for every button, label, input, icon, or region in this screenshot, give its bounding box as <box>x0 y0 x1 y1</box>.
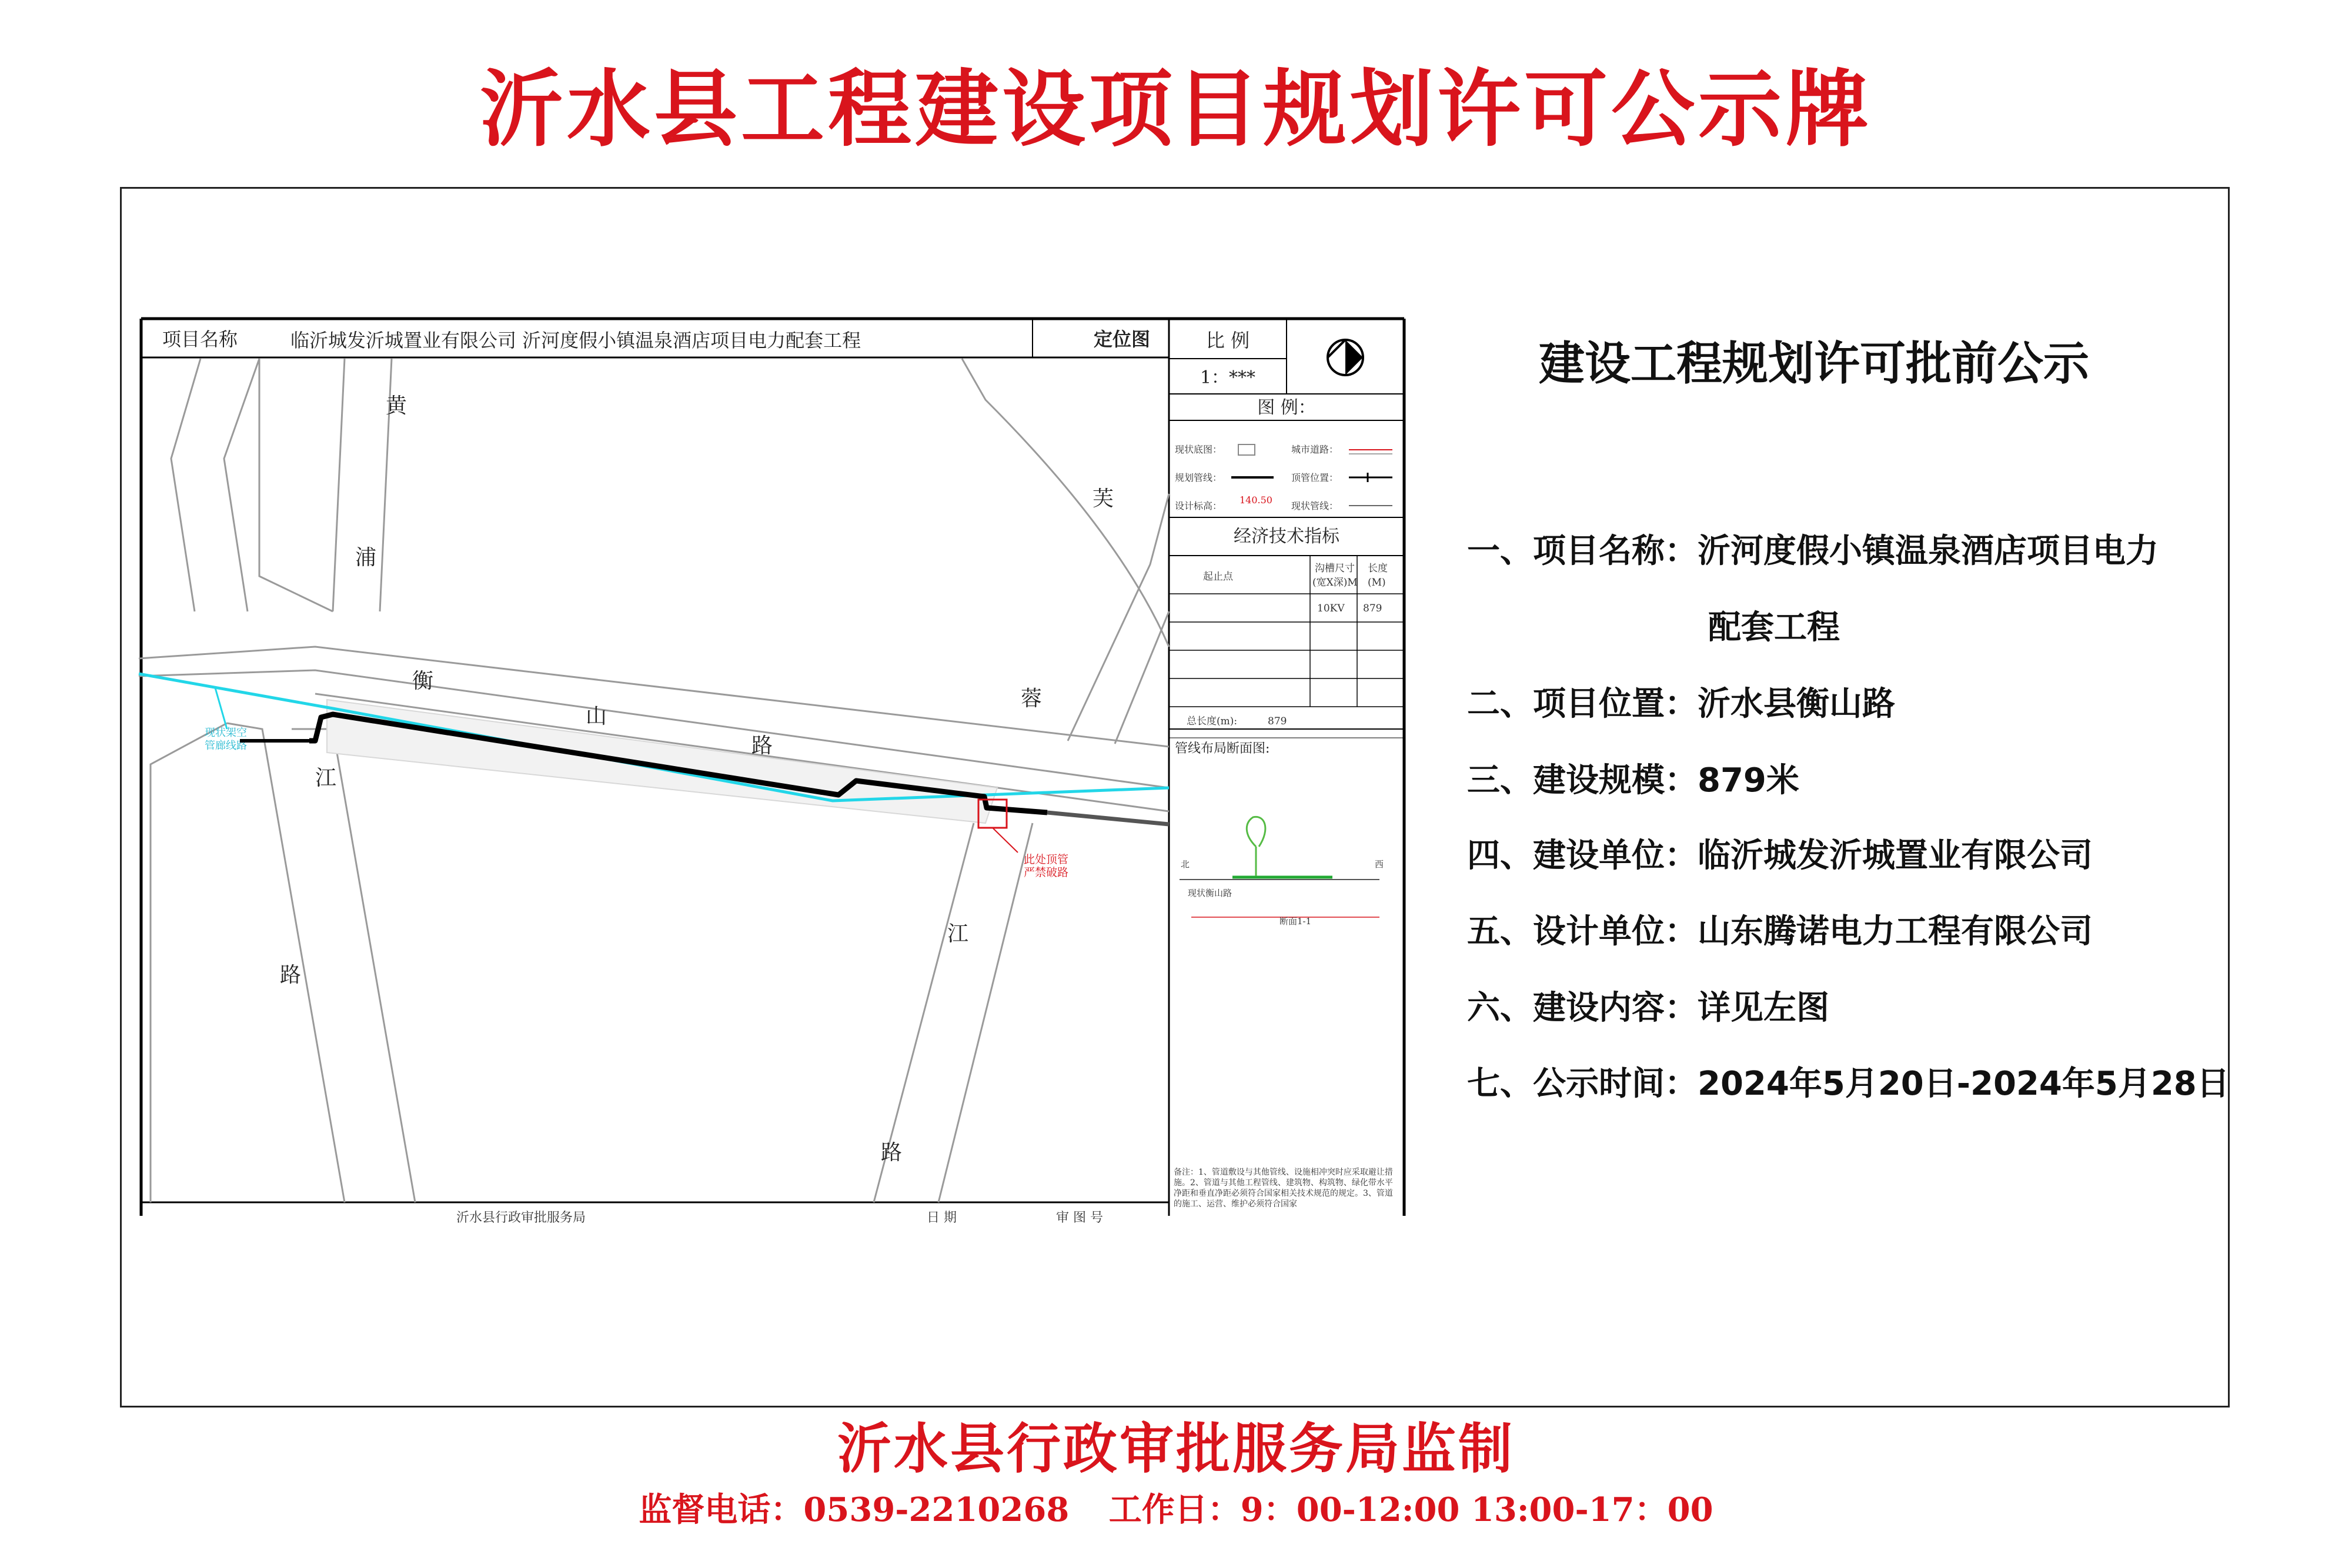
info-row-builder <box>1467 837 2093 875</box>
info-value: 配套工程 <box>1708 609 1840 647</box>
scale-value: 1：*** <box>1200 367 1256 388</box>
tech-header-length-unit: (M) <box>1368 577 1386 589</box>
info-row-project-name-cont <box>1708 609 1840 647</box>
legend-city-road: 城市道路： <box>1291 444 1339 455</box>
tech-row-length: 879 <box>1363 603 1382 614</box>
bottom-strip-right: 审 图 号 <box>1056 1211 1103 1225</box>
info-value: 山东腾诺电力工程有限公司 <box>1698 912 2093 951</box>
hours-value: 9：00-12:00 13:00-17：00 <box>1240 1490 1713 1529</box>
road-char-lu-left: 路 <box>280 963 302 987</box>
footer-hours <box>1109 1490 1713 1529</box>
info-label: 二、项目位置： <box>1467 685 1698 723</box>
total-length-label: 总长度(m): <box>1187 716 1238 727</box>
bottom-strip-left: 沂水县行政审批服务局 <box>456 1211 586 1225</box>
scale-label: 比 例 <box>1205 329 1250 352</box>
legend-base-map: 现状底图： <box>1175 444 1222 455</box>
section-title: 管线布局断面图: <box>1175 741 1270 756</box>
road-char-jiang-right: 江 <box>947 922 969 946</box>
project-name-value: 临沂城发沂城置业有限公司 沂河度假小镇温泉酒店项目电力配套工程 <box>290 329 861 352</box>
hours-label: 工作日： <box>1108 1490 1241 1529</box>
tech-header-length: 长度 <box>1368 563 1388 574</box>
jacking-label-1: 此处顶管 <box>1024 853 1069 866</box>
tech-header-trench: 沟槽尺寸 <box>1315 563 1355 574</box>
info-value: 879米 <box>1698 761 1799 800</box>
tech-header-trench-unit: (宽X深)M <box>1312 577 1358 589</box>
info-label: 三、建设规模： <box>1467 761 1698 800</box>
footer-phone <box>639 1490 1069 1529</box>
info-value: 临沂城发沂城置业有限公司 <box>1698 837 2093 875</box>
total-length-value: 879 <box>1268 716 1287 727</box>
legend-existing-pipe: 现状管线： <box>1291 500 1339 511</box>
footer-organization: 沂水县行政审批服务局监制 <box>837 1417 1515 1480</box>
section-road: 现状衡山路 <box>1188 888 1232 898</box>
legend-pipe-position: 顶管位置： <box>1291 472 1339 483</box>
info-row-location <box>1467 685 1895 723</box>
section-south: 西 <box>1375 859 1384 870</box>
info-value: 2024年5月20日-2024年5月28日 <box>1698 1065 2230 1103</box>
road-char-furong-2: 蓉 <box>1021 687 1043 711</box>
road-char-furong-1: 芙 <box>1093 487 1114 511</box>
site-plan-drawing <box>139 317 1406 1225</box>
existing-line-label-2: 管廊线路 <box>205 740 247 752</box>
section-caption: 断面1-1 <box>1279 916 1312 927</box>
info-row-scale <box>1467 761 1799 800</box>
section-north: 北 <box>1181 859 1190 870</box>
road-char-huangpu-1: 黄 <box>386 394 407 418</box>
road-char-jiang-left: 江 <box>315 766 337 790</box>
legend-design-elev: 设计标高： <box>1175 500 1222 511</box>
page-title: 沂水县工程建设项目规划许可公示牌 <box>480 61 1872 158</box>
info-row-project-name <box>1467 532 2159 570</box>
info-label: 七、公示时间： <box>1467 1065 1698 1103</box>
info-value: 沂河度假小镇温泉酒店项目电力 <box>1698 532 2159 570</box>
legend-title: 图 例： <box>1257 397 1316 418</box>
info-row-publicity-time <box>1467 1065 2230 1103</box>
road-char-hengshan-2: 山 <box>586 704 607 728</box>
location-map-label: 定位图 <box>1093 328 1151 350</box>
legend-elev-value: 140.50 <box>1240 494 1272 506</box>
phone-label: 监督电话： <box>639 1490 804 1529</box>
phone-number: 0539-2210268 <box>803 1490 1070 1529</box>
info-label: 五、设计单位： <box>1467 912 1698 951</box>
road-char-hengshan-1: 衡 <box>412 669 434 693</box>
tech-row-spec: 10KV <box>1317 603 1345 614</box>
existing-line-label-1: 现状架空 <box>205 727 247 739</box>
info-value: 沂水县衡山路 <box>1698 685 1895 723</box>
info-value: 详见左图 <box>1698 989 1829 1027</box>
road-char-huangpu-2: 浦 <box>355 546 377 570</box>
road-char-lu-right: 路 <box>881 1141 903 1165</box>
tech-title: 经济技术指标 <box>1234 526 1339 547</box>
notice-title: 建设工程规划许可批前公示 <box>1538 337 2089 390</box>
info-row-content <box>1467 989 1829 1027</box>
project-name-label: 项目名称 <box>162 328 238 350</box>
info-label: 四、建设单位： <box>1467 837 1698 875</box>
remarks-text: 备注：1、管道敷设与其他管线、设施相冲突时应采取避让措施。2、管道与其他工程管线、建筑物、构筑物、绿化带水平净距和垂直净距必须符合国家相关技术规范的规定。3、管道的施工、运营、维护必须符合国家 <box>1174 1168 1393 1209</box>
road-char-hengshan-3: 路 <box>751 734 773 758</box>
info-row-designer <box>1467 912 2093 951</box>
section-diagram <box>1180 817 1379 917</box>
jacking-label-2: 严禁破路 <box>1024 866 1069 879</box>
bottom-strip-mid: 日 期 <box>927 1211 957 1225</box>
north-arrow-icon <box>1328 340 1363 375</box>
info-label: 一、项目名称： <box>1467 532 1698 570</box>
info-label: 六、建设内容： <box>1467 989 1698 1027</box>
footer-contact <box>0 1490 2352 1529</box>
tech-header-start: 起止点 <box>1203 571 1233 583</box>
legend-planned-pipe: 规划管线： <box>1175 472 1222 483</box>
